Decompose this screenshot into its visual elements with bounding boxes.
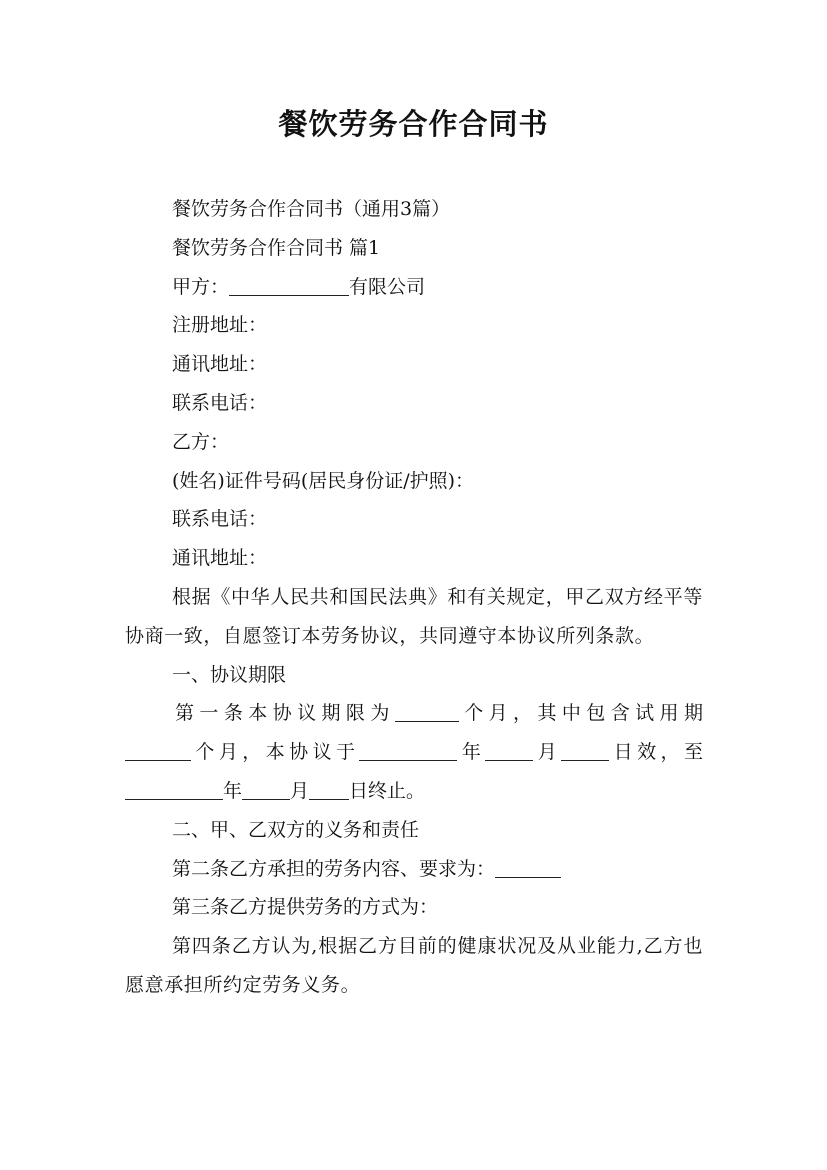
probation-months-blank	[125, 742, 191, 761]
article-1-text-a: 第一条本协议期限为	[175, 702, 395, 725]
heading-part: 餐饮劳务合作合同书 篇1	[172, 236, 381, 259]
phone-a-label: 联系电话：	[172, 391, 268, 414]
article-1-line-2	[125, 733, 703, 772]
term-months-blank	[395, 703, 459, 722]
section-2-title: 二、甲、乙双方的义务和责任	[172, 818, 420, 841]
article-1-text-i: 日终止。	[349, 779, 426, 802]
preamble-paragraph: 根据《中华人民共和国民法典》和有关规定，甲乙双方经平等协商一致，自愿签订本劳务协议，共同遵守本协议所列条款。	[125, 585, 703, 647]
article-3-line: 第三条乙方提供劳务的方式为：	[172, 896, 439, 919]
article-1-paragraph	[125, 694, 703, 810]
service-content-blank	[495, 859, 561, 878]
comm-address-b-label: 通讯地址：	[172, 547, 268, 570]
start-day-blank	[561, 742, 609, 761]
article-4-paragraph: 第四条乙方认为,根据乙方目前的健康状况及从业能力,乙方也愿意承担所约定劳务义务。	[125, 935, 703, 996]
party-b-label: 乙方：	[172, 430, 230, 453]
article-1-text-e: 月	[533, 741, 562, 764]
document-body	[125, 190, 703, 1005]
end-day-blank	[309, 781, 349, 800]
document-title: 餐饮劳务合作合同书	[278, 107, 549, 141]
reg-address-label: 注册地址：	[172, 314, 268, 337]
article-2-line	[125, 850, 703, 889]
heading-collection: 餐饮劳务合作合同书（通用3篇）	[172, 198, 451, 220]
article-1-text-c: 个月，本协议于	[191, 741, 360, 764]
article-1-line-1	[125, 694, 703, 733]
end-year-blank	[125, 781, 223, 800]
phone-b-label: 联系电话：	[172, 508, 268, 531]
id-number-label: (姓名)证件号码(居民身份证/护照)：	[172, 469, 475, 492]
party-a-blank	[229, 277, 349, 296]
start-year-blank	[359, 742, 457, 761]
party-a-suffix: 有限公司	[349, 275, 426, 298]
end-month-blank	[242, 781, 290, 800]
article-1-text-b: 个月，其中包含试用期	[458, 702, 703, 725]
party-a-label: 甲方：	[172, 275, 230, 298]
start-month-blank	[485, 742, 533, 761]
article-1-text-f: 日效，至	[609, 741, 703, 764]
article-1-text-h: 月	[290, 779, 310, 802]
party-a-line	[125, 268, 703, 307]
comm-address-a-label: 通讯地址：	[172, 353, 268, 376]
article-1-line-3	[125, 772, 703, 811]
article-2-text: 第二条乙方承担的劳务内容、要求为：	[172, 857, 496, 880]
article-1-text-g: 年	[223, 779, 243, 802]
article-1-text-d: 年	[457, 741, 486, 764]
section-1-title: 一、协议期限	[172, 663, 287, 686]
